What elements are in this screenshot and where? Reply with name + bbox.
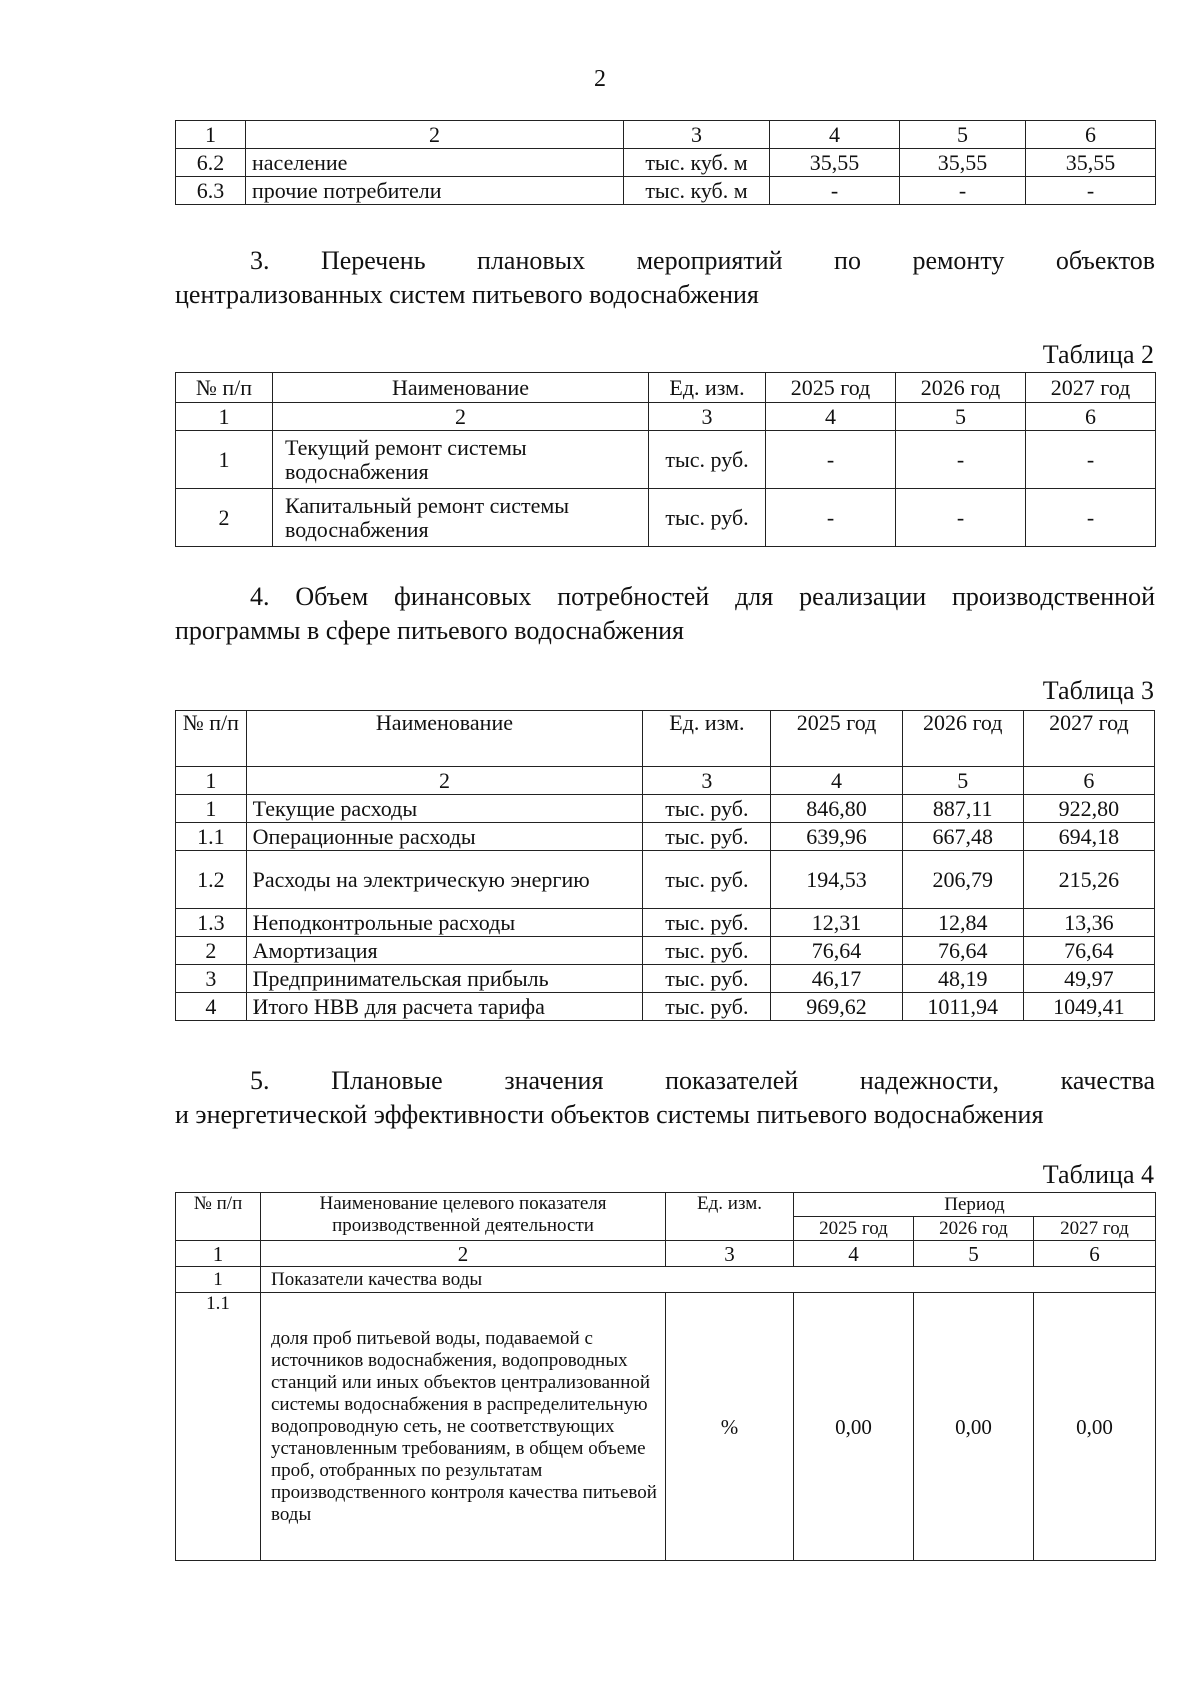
table-cell: 6.2 [176,149,246,177]
table-cell: 35,55 [900,149,1026,177]
table-row [176,909,1155,937]
table-cell: 12,84 [902,909,1023,937]
table-cell: 49,97 [1023,965,1154,993]
column-header: Ед. изм. [643,711,771,767]
table-cell: Неподконтрольные расходы [246,909,643,937]
table-row [176,795,1155,823]
table-cell: Текущий ремонт системы водоснабжения [273,431,649,489]
table-cell: 3 [624,121,770,149]
table-cell: 1 [176,403,273,431]
table-row [176,403,1156,431]
section-5-line-2: и энергетической эффективности объектов системы питьевого водоснабжения [175,1100,1044,1129]
table-cell: Итого НВВ для расчета тарифа [246,993,643,1021]
table-1-continuation [175,120,1156,205]
table-cell: - [1026,489,1156,547]
table-cell: 1 [176,121,246,149]
table-cell: 1 [176,767,247,795]
table-row [176,937,1155,965]
table-row [176,1241,1156,1267]
table-cell: 46,17 [771,965,902,993]
table-cell: 6 [1034,1241,1156,1267]
table-row [176,767,1155,795]
column-header: 2026 год [902,711,1023,767]
section-4-line-2: программы в сфере питьевого водоснабжения [175,616,685,645]
table-cell: 194,53 [771,851,902,909]
table-4-caption: Таблица 4 [1042,1160,1154,1189]
table-cell: 3 [649,403,766,431]
table-cell: тыс. руб. [643,937,771,965]
table-cell: население [246,149,624,177]
table-2-caption: Таблица 2 [1042,340,1154,369]
section-5-heading [175,1064,1155,1132]
column-header: № п/п [176,711,247,767]
table-cell: 6 [1026,403,1156,431]
table-cell: 2 [246,767,643,795]
table-cell: 969,62 [771,993,902,1021]
table-cell: 2 [246,121,624,149]
table-cell: 887,11 [902,795,1023,823]
table-row [176,965,1155,993]
column-header: Ед. изм. [649,373,766,403]
table-cell: Амортизация [246,937,643,965]
table-2 [175,372,1156,547]
table-cell: 1 [176,431,273,489]
column-header: Наименование [246,711,643,767]
table-cell: 6 [1026,121,1156,149]
table-cell: 0,00 [914,1293,1034,1561]
table-cell: 35,55 [770,149,900,177]
table-cell: 1.2 [176,851,247,909]
table-cell: прочие потребители [246,177,624,205]
table-cell: тыс. руб. [643,823,771,851]
table-cell: тыс. руб. [649,489,766,547]
column-header: 2025 год [766,373,896,403]
section-3-heading [175,244,1155,312]
section-4-line-1: 4. Объем финансовых потребностей для реализации производственной [250,582,1155,611]
table-cell: Текущие расходы [246,795,643,823]
table-cell: тыс. руб. [643,795,771,823]
table-cell: 1049,41 [1023,993,1154,1021]
table-cell: 6.3 [176,177,246,205]
table-row [176,1293,1156,1561]
table-cell: 1.1 [176,823,247,851]
section-4-heading [175,580,1155,648]
table-cell: 1 [176,1267,261,1293]
table-cell: - [1026,431,1156,489]
table-cell: - [1026,177,1156,205]
table-cell: 2 [176,489,273,547]
table-cell: 215,26 [1023,851,1154,909]
table-cell: тыс. руб. [643,993,771,1021]
table-cell: 1.3 [176,909,247,937]
column-header: Наименование целевого показателя производственной деятельности [261,1193,666,1241]
table-cell: 667,48 [902,823,1023,851]
column-header: 2026 год [914,1217,1034,1241]
table-cell: - [900,177,1026,205]
table-row [176,851,1155,909]
table-cell: 3 [643,767,771,795]
table-cell: 846,80 [771,795,902,823]
table-cell: 76,64 [902,937,1023,965]
table-cell: 1.1 [176,1293,261,1561]
table-cell: 206,79 [902,851,1023,909]
table-cell: 76,64 [771,937,902,965]
table-cell: 922,80 [1023,795,1154,823]
table-header-row [176,1193,1156,1217]
column-header: № п/п [176,1193,261,1241]
table-cell: 694,18 [1023,823,1154,851]
table-cell: тыс. куб. м [624,149,770,177]
table-cell: 1 [176,795,247,823]
table-row [176,149,1156,177]
section-3-line-1: 3. Перечень плановых мероприятий по ремонту объектов [250,246,1155,275]
table-cell: тыс. руб. [643,909,771,937]
table-cell: 2 [273,403,649,431]
table-group-row [176,1267,1156,1293]
section-3-line-2: централизованных систем питьевого водоснабжения [175,280,759,309]
column-header: Наименование [273,373,649,403]
table-cell: 3 [176,965,247,993]
table-cell: 3 [666,1241,794,1267]
table-cell: - [896,489,1026,547]
table-cell: 5 [900,121,1026,149]
column-header: 2025 год [771,711,902,767]
column-header: 2025 год [794,1217,914,1241]
table-3 [175,710,1155,1021]
table-cell: 35,55 [1026,149,1156,177]
table-4 [175,1192,1156,1561]
table-row [176,993,1155,1021]
column-header-period: Период [794,1193,1156,1217]
table-cell: 76,64 [1023,937,1154,965]
column-header: 2027 год [1026,373,1156,403]
table-row [176,431,1156,489]
table-cell: 4 [766,403,896,431]
table-cell: - [766,431,896,489]
section-5-line-1: 5. Плановые значения показателей надежности, качества [250,1066,1155,1095]
column-header: № п/п [176,373,273,403]
table-cell: 4 [771,767,902,795]
table-cell: Расходы на электрическую энергию [246,851,643,909]
table-cell: тыс. руб. [643,851,771,909]
table-row [176,489,1156,547]
table-cell: Операционные расходы [246,823,643,851]
table-cell: тыс. куб. м [624,177,770,205]
table-cell: 4 [770,121,900,149]
table-row [176,121,1156,149]
table-header-row [176,373,1156,403]
column-header: 2027 год [1023,711,1154,767]
table-cell: 6 [1023,767,1154,795]
table-cell: 1 [176,1241,261,1267]
table-cell: % [666,1293,794,1561]
table-cell: Предпринимательская прибыль [246,965,643,993]
column-header: 2027 год [1034,1217,1156,1241]
table-row [176,177,1156,205]
table-cell: 0,00 [794,1293,914,1561]
table-cell: доля проб питьевой воды, подаваемой с источников водоснабжения, водопроводных станций или иных объектов централизованной системы водоснабжения в распределительную водопроводную сеть, не соответствующих установленным требованиям, в общем объеме проб, отобранных по результатам производственного контроля качества питьевой воды [261,1293,666,1561]
table-cell: тыс. руб. [649,431,766,489]
table-cell: 4 [176,993,247,1021]
table-cell: Капитальный ремонт системы водоснабжения [273,489,649,547]
table-cell: тыс. руб. [643,965,771,993]
table-cell: 5 [902,767,1023,795]
table-cell: 4 [794,1241,914,1267]
table-cell: 48,19 [902,965,1023,993]
table-header-row [176,711,1155,767]
table-cell: 1011,94 [902,993,1023,1021]
table-cell: 13,36 [1023,909,1154,937]
column-header: Ед. изм. [666,1193,794,1241]
table-cell: 639,96 [771,823,902,851]
table-row [176,823,1155,851]
table-cell: - [766,489,896,547]
table-cell: Показатели качества воды [261,1267,1156,1293]
table-cell: 2 [261,1241,666,1267]
page-number: 2 [594,66,606,92]
table-cell: 5 [896,403,1026,431]
table-cell: - [770,177,900,205]
column-header: 2026 год [896,373,1026,403]
table-cell: 5 [914,1241,1034,1267]
table-3-caption: Таблица 3 [1042,676,1154,705]
table-cell: 12,31 [771,909,902,937]
table-cell: - [896,431,1026,489]
table-cell: 2 [176,937,247,965]
table-cell: 0,00 [1034,1293,1156,1561]
